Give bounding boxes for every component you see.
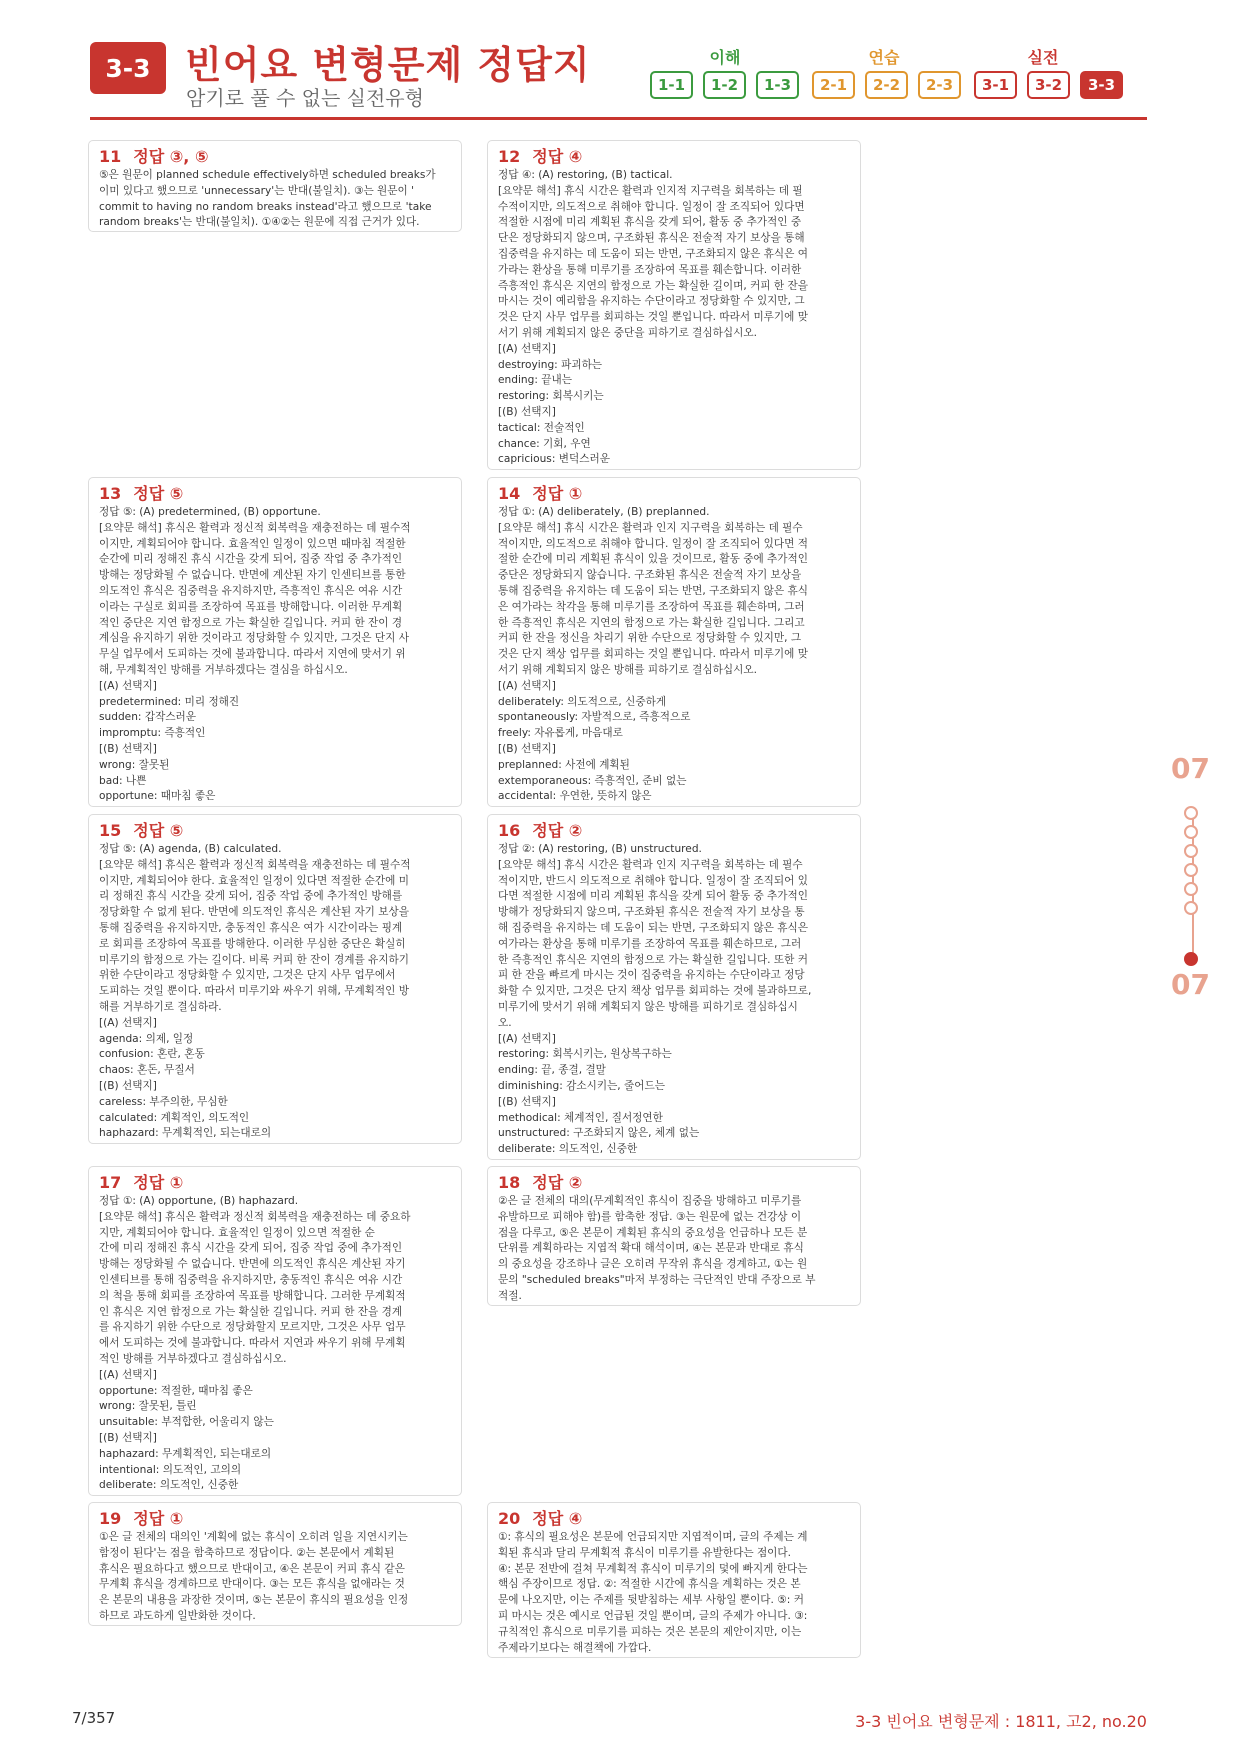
card-line: 하므로 과도하게 일반화한 것이다. bbox=[99, 1609, 256, 1622]
card-line: 중단은 정당화되지 않습니다. 구조화된 휴식은 전술적 자기 보상을 bbox=[498, 569, 802, 582]
card-line: 유발하므로 피해야 함)를 함축한 정답. ③는 원문에 없는 건강상 이 bbox=[498, 1210, 802, 1223]
question-number: 19 bbox=[99, 1509, 122, 1528]
card-line: 단위를 계획하라는 지엽적 확대 해석이며, ④는 본문과 반대로 휴식 bbox=[498, 1242, 804, 1255]
card-line: [(B) 선택지] bbox=[498, 742, 556, 755]
chapter-number-bottom: 07 bbox=[1171, 968, 1210, 1001]
card-line: diminishing: 감소시키는, 줄어드는 bbox=[498, 1079, 665, 1092]
card-header bbox=[498, 1509, 850, 1529]
card-line: deliberate: 의도적인, 신중한 bbox=[498, 1143, 638, 1156]
level-chip-2-1[interactable]: 2-1 bbox=[812, 71, 855, 99]
card-line: 계심을 유지하기 위한 것이라고 정당화할 수 있지만, 그것은 단지 사 bbox=[99, 632, 409, 645]
section-badge: 3-3 bbox=[90, 42, 166, 94]
card-line: 의 척을 통해 회피를 조장하여 목표를 방해합니다. 그러한 무계획적 bbox=[99, 1289, 406, 1302]
card-line: intentional: 의도적인, 고의의 bbox=[99, 1463, 242, 1476]
answer-label: 정답 ③, ⑤ bbox=[133, 147, 209, 166]
card-line: 화할 수 있지만, 그것은 단지 책상 업무를 회피하는 것에 불과하므로, bbox=[498, 985, 812, 998]
card-line: 적이지만, 반드시 의도적으로 취해야 합니다. 일정이 잘 조직되어 있 bbox=[498, 874, 808, 887]
card-line: 인센티브를 통해 집중력을 유지하지만, 충동적인 휴식은 여유 시간 bbox=[99, 1273, 403, 1286]
card-line: [(B) 선택지] bbox=[99, 742, 157, 755]
card-line: 정답 ②: (A) restoring, (B) unstructured. bbox=[498, 843, 702, 855]
card-line: 방해는 정당화될 수 없습니다. 반면에 의도적인 휴식은 계산된 자기 bbox=[99, 1258, 406, 1271]
card-line: 다면 적절한 시점에 미리 계획된 휴식을 갖게 되어 활동 중 추가적인 bbox=[498, 890, 808, 903]
question-number: 14 bbox=[498, 484, 521, 503]
answer-label: 정답 ② bbox=[532, 821, 583, 840]
card-line: 정답 ⑤: (A) agenda, (B) calculated. bbox=[99, 843, 282, 855]
card-line: extemporaneous: 즉흥적인, 준비 없는 bbox=[498, 774, 687, 787]
card-line: [(A) 선택지] bbox=[99, 1016, 157, 1029]
card-line: 것은 단지 사무 업무를 회피하는 것일 뿐입니다. 따라서 미루기에 맞 bbox=[498, 311, 808, 324]
card-line: 문에 나오지만, 이는 주제를 뒷받침하는 세부 사항일 뿐이다. ⑤: 커 bbox=[498, 1594, 804, 1607]
card-line: [(A) 선택지] bbox=[99, 1368, 157, 1381]
answer-label: 정답 ① bbox=[532, 484, 583, 503]
card-line: 무실 업무에서 도피하는 것에 불과합니다. 따라서 지연에 맞서기 위 bbox=[99, 648, 406, 661]
card-line: 정답 ①: (A) opportune, (B) haphazard. bbox=[99, 1195, 299, 1207]
card-line: 위한 수단이라고 정당화할 수 있지만, 그것은 단지 사무 업무에서 bbox=[99, 969, 396, 982]
card-line: opportune: 적절한, 때마침 좋은 bbox=[99, 1384, 253, 1397]
card-line: haphazard: 무계획적인, 되는대로의 bbox=[99, 1447, 272, 1460]
card-line: [요약문 해석] 휴식 시간은 활력과 인지 지구력을 회복하는 데 필수 bbox=[498, 521, 803, 534]
card-line: sudden: 갑작스러운 bbox=[99, 711, 197, 724]
card-line: [(A) 선택지] bbox=[498, 1032, 556, 1045]
card-line: 여가라는 환상을 통해 미루기를 조장하여 목표를 훼손하므로, 그러 bbox=[498, 937, 802, 950]
answer-label: 정답 ② bbox=[532, 1173, 583, 1192]
card-line: 적절한 시점에 미리 계획된 휴식을 갖게 되어, 활동 중 추가적인 중 bbox=[498, 216, 802, 229]
card-line: [(B) 선택지] bbox=[99, 1079, 157, 1092]
card-line: [요약문 해석] 휴식은 활력과 정신적 회복력을 재충전하는 데 중요하 bbox=[99, 1210, 411, 1223]
answer-card-13 bbox=[88, 477, 462, 807]
card-line: [(A) 선택지] bbox=[498, 679, 556, 692]
answer-card-15 bbox=[88, 814, 462, 1144]
card-line: 도피하는 것일 뿐이다. 따라서 미루기와 싸우기 위해, 무계획적인 방 bbox=[99, 985, 409, 998]
level-chip-1-1[interactable]: 1-1 bbox=[650, 71, 693, 99]
card-line: 지만, 계획되어야 합니다. 효율적인 일정이 있으면 적절한 순 bbox=[99, 1226, 375, 1239]
card-line: freely: 자유롭게, 마음대로 bbox=[498, 727, 623, 740]
card-line: 커피 한 잔을 정신을 차리기 위한 수단으로 정당화할 수 있지만, 그 bbox=[498, 632, 802, 645]
card-line: unsuitable: 부적합한, 어울리지 않는 bbox=[99, 1416, 274, 1429]
chapter-dot bbox=[1184, 901, 1198, 915]
card-header bbox=[99, 1509, 451, 1529]
card-line: destroying: 파괴하는 bbox=[498, 358, 603, 371]
card-line: 방해는 정당화될 수 없습니다. 반면에 계산된 자기 인센티브를 통한 bbox=[99, 569, 406, 582]
page-counter: 7/357 bbox=[72, 1709, 116, 1727]
answer-card-18 bbox=[487, 1166, 861, 1306]
card-line: [(A) 선택지] bbox=[498, 342, 556, 355]
card-line: 이미 있다고 했으므로 'unnecessary'는 반대(불일치). ③는 원문이 ' bbox=[99, 184, 415, 197]
header-divider bbox=[90, 117, 1147, 120]
card-line: [요약문 해석] 휴식 시간은 활력과 인지 지구력을 회복하는 데 필수 bbox=[498, 858, 803, 871]
card-line: restoring: 회복시키는, 원상복구하는 bbox=[498, 1048, 672, 1061]
card-line: wrong: 잘못된, 틀린 bbox=[99, 1400, 197, 1413]
answer-card-14 bbox=[487, 477, 861, 807]
card-line: deliberate: 의도적인, 신중한 bbox=[99, 1479, 239, 1492]
card-line: 간에 미리 정해진 휴식 시간을 갖게 되어, 집중 작업 중에 추가적인 bbox=[99, 1242, 403, 1255]
level-chip-3-3[interactable]: 3-3 bbox=[1080, 71, 1123, 99]
card-line: 정답 ④: (A) restoring, (B) tactical. bbox=[498, 169, 673, 181]
level-chip-1-3[interactable]: 1-3 bbox=[756, 71, 799, 99]
chapter-dot-current bbox=[1184, 952, 1198, 966]
card-line: 미루기의 함정으로 가는 길이다. 비록 커피 한 잔이 경계를 유지하기 bbox=[99, 953, 409, 966]
question-number: 11 bbox=[99, 147, 122, 166]
level-chip-2-3[interactable]: 2-3 bbox=[918, 71, 961, 99]
card-line: ②은 글 전체의 대의(무계획적인 휴식이 집중을 방해하고 미루기를 bbox=[498, 1195, 802, 1207]
card-line: [(A) 선택지] bbox=[99, 679, 157, 692]
card-line: ①: 휴식의 필요성은 본문에 언급되지만 지엽적이며, 글의 주제는 계 bbox=[498, 1531, 808, 1543]
card-line: 방해가 정당화되지 않으며, 구조화된 휴식은 전술적 자기 보상을 통 bbox=[498, 906, 805, 919]
card-line: careless: 부주의한, 무심한 bbox=[99, 1095, 228, 1108]
card-line: [(B) 선택지] bbox=[498, 405, 556, 418]
answer-card-17 bbox=[88, 1166, 462, 1496]
card-line: opportune: 때마침 좋은 bbox=[99, 790, 216, 803]
answer-card-12 bbox=[487, 140, 861, 470]
question-number: 16 bbox=[498, 821, 521, 840]
card-line: random breaks'는 반대(불일치). ①④②는 원문에 직접 근거가 있다. bbox=[99, 216, 420, 229]
answer-label: 정답 ④ bbox=[532, 1509, 583, 1528]
chapter-dot bbox=[1184, 882, 1198, 896]
level-chip-3-1[interactable]: 3-1 bbox=[974, 71, 1017, 99]
card-line: 이지만, 계획되어야 합니다. 효율적인 일정이 있으면 때마침 적절한 bbox=[99, 537, 406, 550]
card-line: spontaneously: 자발적으로, 즉흥적으로 bbox=[498, 711, 691, 724]
card-line: 무계획 휴식을 경계하므로 반대이다. ③는 모든 휴식을 없애라는 것 bbox=[99, 1578, 405, 1591]
card-line: 서기 위해 계획되지 않은 방해를 피하기로 결심하십시오. bbox=[498, 663, 757, 676]
card-header bbox=[99, 147, 451, 167]
card-line: 정답 ①: (A) deliberately, (B) preplanned. bbox=[498, 506, 710, 518]
card-line: haphazard: 무계획적인, 되는대로의 bbox=[99, 1127, 272, 1140]
answer-card-16 bbox=[487, 814, 861, 1160]
card-line: 적이지만, 의도적으로 취해야 합니다. 일정이 잘 조직되어 있다면 적 bbox=[498, 537, 808, 550]
card-line: 점을 다루고, ⑤은 본문이 계획된 휴식의 중요성을 언급하나 모든 분 bbox=[498, 1226, 808, 1239]
card-line: 에서 도피하는 것에 불과합니다. 따라서 지연과 싸우기 위해 무계획 bbox=[99, 1337, 406, 1350]
card-line: 것은 단지 책상 업무를 회피하는 것일 뿐입니다. 따라서 미루기에 맞 bbox=[498, 648, 808, 661]
card-line: 의 중요성을 강조하나 글은 오히려 무작위 휴식을 경계하고, ①는 원 bbox=[498, 1258, 808, 1271]
question-number: 17 bbox=[99, 1173, 122, 1192]
card-line: 은 여가라는 착각을 통해 미루기를 조장하여 목표를 훼손하며, 그러 bbox=[498, 600, 805, 613]
card-header bbox=[99, 821, 451, 841]
card-line: preplanned: 사전에 계획된 bbox=[498, 758, 630, 771]
card-line: 이지만, 계획되어야 한다. 효율적인 일정이 있다면 적절한 순간에 미 bbox=[99, 874, 409, 887]
chapter-dot bbox=[1184, 844, 1198, 858]
card-line: 규칙적인 휴식으로 미루기를 피하는 것은 본문의 제안이지만, 이는 bbox=[498, 1625, 802, 1638]
card-line: 은 본문의 내용을 과장한 것이며, ⑤는 본문이 휴식의 필요성을 인정 bbox=[99, 1594, 409, 1607]
page-subtitle: 암기로 풀 수 없는 실전유형 bbox=[186, 86, 424, 110]
chapter-number-top: 07 bbox=[1171, 752, 1210, 785]
card-line: deliberately: 의도적으로, 신중하게 bbox=[498, 695, 667, 708]
card-line: wrong: 잘못된 bbox=[99, 758, 170, 771]
card-line: 의도적인 휴식은 집중력을 유지하지만, 즉흥적인 휴식은 여유 시간 bbox=[99, 584, 403, 597]
card-header bbox=[498, 147, 850, 167]
chapter-dot bbox=[1184, 863, 1198, 877]
card-line: 오. bbox=[498, 1016, 512, 1029]
card-header bbox=[498, 821, 850, 841]
card-line: 해 집중력을 유지하는 데 도움이 되는 반면, 구조화되지 않은 휴식은 bbox=[498, 921, 808, 934]
card-line: [요약문 해석] 휴식 시간은 활력과 인지적 지구력을 회복하는 데 필 bbox=[498, 184, 803, 197]
card-line: chaos: 혼돈, 무질서 bbox=[99, 1064, 195, 1077]
answer-label: 정답 ① bbox=[133, 1509, 184, 1528]
question-number: 15 bbox=[99, 821, 122, 840]
card-line: restoring: 회복시키는 bbox=[498, 390, 604, 403]
answer-card-11 bbox=[88, 140, 462, 232]
card-line: [(B) 선택지] bbox=[99, 1431, 157, 1444]
card-line: 마시는 것이 예리함을 유지하는 수단이라고 정당화할 수 있지만, 그 bbox=[498, 295, 805, 308]
card-line: [요약문 해석] 휴식은 활력과 정신적 회복력을 재충전하는 데 필수적 bbox=[99, 521, 411, 534]
card-line: 피 한 잔을 빠르게 마시는 것이 집중력을 유지하는 수단이라고 정당 bbox=[498, 969, 805, 982]
card-line: commit to having no random breaks instead'라고 했으므로 'take bbox=[99, 200, 432, 213]
card-line: ending: 끝내는 bbox=[498, 374, 572, 387]
card-line: 가라는 환상을 통해 미루기를 조장하여 목표를 훼손합니다. 이러한 bbox=[498, 263, 802, 276]
card-line: 서기 위해 계획되지 않은 중단을 피하기로 결심하십시오. bbox=[498, 326, 757, 339]
card-line: agenda: 의제, 일정 bbox=[99, 1032, 194, 1045]
card-line: 이라는 구실로 회피를 조장하여 목표를 방해합니다. 이러한 무계획 bbox=[99, 600, 403, 613]
card-line: 통해 집중력을 유지하는 데 도움이 되는 반면, 구조화되지 않은 휴식 bbox=[498, 584, 808, 597]
card-line: tactical: 전술적인 bbox=[498, 421, 585, 434]
card-line: methodical: 체계적인, 질서정연한 bbox=[498, 1111, 663, 1124]
card-line: 집중력을 유지하는 데 도움이 되는 반면, 구조화되지 않은 휴식은 여 bbox=[498, 247, 808, 260]
card-line: ④: 본문 전반에 걸쳐 무계획적 휴식이 미루기의 덫에 빠지게 한다는 bbox=[498, 1562, 808, 1575]
card-header bbox=[498, 1173, 850, 1193]
card-line: 피 마시는 것은 예시로 언급된 것일 뿐이며, 글의 주제가 아니다. ③: bbox=[498, 1609, 808, 1622]
question-number: 12 bbox=[498, 147, 521, 166]
card-line: 절한 순간에 미리 계획된 휴식이 있을 것이므로, 활동 중에 추가적인 bbox=[498, 553, 808, 566]
card-line: 해, 무계획적인 방해를 거부하겠다는 결심을 하십시오. bbox=[99, 663, 348, 676]
card-line: [(B) 선택지] bbox=[498, 1095, 556, 1108]
answer-label: 정답 ⑤ bbox=[133, 821, 184, 840]
card-line: 문의 "scheduled breaks"마저 부정하는 극단적인 반대 주장으로 부 bbox=[498, 1273, 816, 1286]
answer-label: 정답 ① bbox=[133, 1173, 184, 1192]
question-number: 18 bbox=[498, 1173, 521, 1192]
card-line: 주제라기보다는 해결책에 가깝다. bbox=[498, 1641, 652, 1654]
card-line: ending: 끝, 종결, 결말 bbox=[498, 1064, 606, 1077]
card-line: ⑤은 원문이 planned schedule effectively하면 scheduled breaks가 bbox=[99, 169, 436, 181]
card-line: [요약문 해석] 휴식은 활력과 정신적 회복력을 재충전하는 데 필수적 bbox=[99, 858, 411, 871]
card-line: 정당화할 수 없게 된다. 반면에 의도적인 휴식은 계산된 자기 보상을 bbox=[99, 906, 409, 919]
level-chip-3-2[interactable]: 3-2 bbox=[1027, 71, 1070, 99]
card-header bbox=[99, 1173, 451, 1193]
card-line: 를 유지하기 위한 수단으로 정당화할지 모르지만, 그것은 사무 업무 bbox=[99, 1321, 406, 1334]
card-line: confusion: 혼란, 혼동 bbox=[99, 1048, 205, 1061]
answer-card-19 bbox=[88, 1502, 462, 1626]
card-line: 적인 중단은 지연 함정으로 가는 확실한 길입니다. 커피 한 잔이 경 bbox=[99, 616, 403, 629]
group-label-real: 실전 bbox=[1027, 48, 1059, 67]
card-line: capricious: 변덕스러운 bbox=[498, 453, 610, 466]
card-line: 순간에 미리 정해진 휴식 시간을 갖게 되어, 집중 작업 중 추가적인 bbox=[99, 553, 403, 566]
question-number: 13 bbox=[99, 484, 122, 503]
group-label-practice: 연습 bbox=[868, 48, 900, 67]
chapter-dot bbox=[1184, 825, 1198, 839]
card-line: 함정이 된다'는 점을 함축하므로 정답이다. ②는 본문에서 계획된 bbox=[99, 1546, 395, 1559]
card-line: 한 즉흥적인 휴식은 지연의 함정으로 가는 확실한 길입니다. 또한 커 bbox=[498, 953, 808, 966]
chapter-dot bbox=[1184, 806, 1198, 820]
card-line: 단은 정당화되지 않으며, 구조화된 휴식은 전술적 자기 보상을 통해 bbox=[498, 232, 805, 245]
source-label: 3-3 빈어요 변형문제 : 1811, 고2, no.20 bbox=[855, 1712, 1147, 1731]
answer-label: 정답 ⑤ bbox=[133, 484, 184, 503]
card-line: 휴식은 필요하다고 했으므로 반대이고, ④은 본문이 커피 휴식 같은 bbox=[99, 1562, 405, 1575]
group-label-understanding: 이해 bbox=[709, 48, 741, 67]
card-line: ①은 글 전체의 대의인 '계획에 없는 휴식이 오히려 일을 지연시키는 bbox=[99, 1531, 408, 1543]
card-line: predetermined: 미리 정해진 bbox=[99, 695, 240, 708]
card-line: 핵심 주장이므로 정답. ②: 적절한 시간에 휴식을 계획하는 것은 본 bbox=[498, 1578, 801, 1591]
card-line: 해를 거부하기로 결심하라. bbox=[99, 1000, 222, 1013]
card-line: 즉흥적인 휴식은 지연의 함정으로 가는 확실한 길이며, 커피 한 잔을 bbox=[498, 279, 808, 292]
card-line: 수적이지만, 의도적으로 취해야 합니다. 일정이 잘 조직되어 있다면 bbox=[498, 200, 805, 213]
card-line: 통해 집중력을 유지하지만, 충동적인 휴식은 여가 시간이라는 핑계 bbox=[99, 921, 403, 934]
page-title: 빈어요 변형문제 정답지 bbox=[185, 43, 591, 87]
card-line: calculated: 계획적인, 의도적인 bbox=[99, 1111, 250, 1124]
card-line: 인 휴식은 지연 함정으로 가는 확실한 길입니다. 커피 한 잔을 경계 bbox=[99, 1305, 403, 1318]
question-number: 20 bbox=[498, 1509, 521, 1528]
card-line: 정답 ⑤: (A) predetermined, (B) opportune. bbox=[99, 506, 321, 518]
card-line: 미루기에 맞서기 위해 계획되지 않은 방해를 피하기로 결심하십시 bbox=[498, 1000, 798, 1013]
card-line: 획된 휴식과 달리 무계획적 휴식이 미루기를 유발한다는 점이다. bbox=[498, 1546, 792, 1559]
card-line: unstructured: 구조화되지 않은, 체계 없는 bbox=[498, 1127, 700, 1140]
card-line: 한 즉흥적인 휴식은 지연의 함정으로 가는 확실한 길입니다. 그리고 bbox=[498, 616, 805, 629]
card-header bbox=[99, 484, 451, 504]
card-line: accidental: 우연한, 뜻하지 않은 bbox=[498, 790, 652, 803]
card-line: impromptu: 즉흥적인 bbox=[99, 727, 206, 740]
card-line: 리 정해진 휴식 시간을 갖게 되어, 집중 작업 중에 추가적인 방해를 bbox=[99, 890, 403, 903]
card-line: 적절. bbox=[498, 1289, 522, 1302]
answer-card-20 bbox=[487, 1502, 861, 1658]
answer-label: 정답 ④ bbox=[532, 147, 583, 166]
level-chip-2-2[interactable]: 2-2 bbox=[865, 71, 908, 99]
card-header bbox=[498, 484, 850, 504]
level-chip-1-2[interactable]: 1-2 bbox=[703, 71, 746, 99]
card-line: 로 회피를 조장하여 목표를 방해한다. 이러한 무심한 중단은 확실히 bbox=[99, 937, 406, 950]
card-line: chance: 기회, 우연 bbox=[498, 437, 591, 450]
card-line: bad: 나쁜 bbox=[99, 774, 147, 787]
card-line: 적인 방해를 거부하겠다고 결심하십시오. bbox=[99, 1352, 287, 1365]
